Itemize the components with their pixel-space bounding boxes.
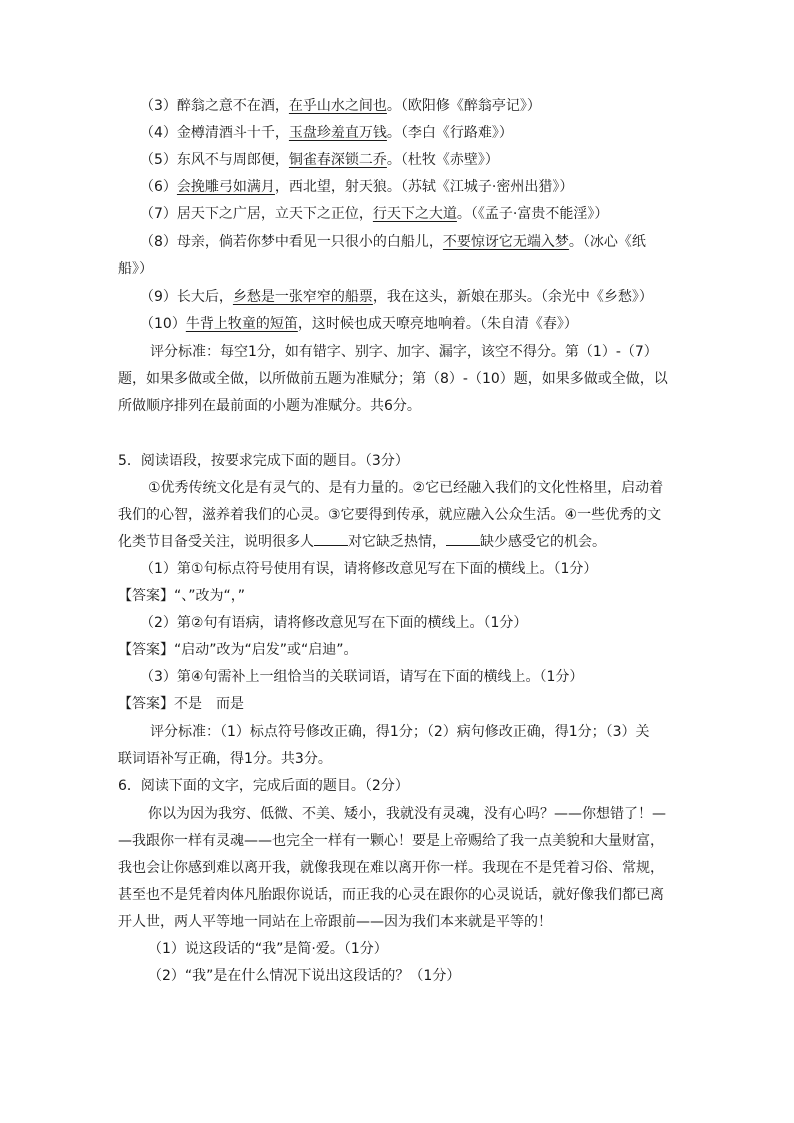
q4-item-text: （10） <box>140 316 186 332</box>
fill-blank <box>314 532 348 546</box>
q4-item-text: （7）居天下之广居，立天下之正位， <box>140 206 373 222</box>
q6-passage-line-1: 你以为因为我穷、低微、不美、矮小，我就没有灵魂，没有心吗？——你想错了！— <box>148 806 666 822</box>
q4-item-answer: 乡愁是一张窄窄的船票 <box>232 289 373 305</box>
q6-sub-question-1: （1）说这段话的“我”是简·爱。（1分） <box>148 941 388 957</box>
q4-item-5 <box>140 150 700 170</box>
q6-passage-line-2: —我跟你一样有灵魂——也完全一样有一颗心！要是上帝赐给了我一点美貌和大量财富， <box>118 833 664 849</box>
q4-item-source: ，西北望，射天狼。（苏轼《江城子·密州出猎》） <box>274 179 574 195</box>
q6-sub-question-2: （2）“我”是在什么情况下说出这段话的？（1分） <box>148 968 461 984</box>
q4-item-source: 。（冰心《纸 <box>568 234 646 250</box>
q4-item-text: （3）醉翁之意不在酒， <box>140 98 289 114</box>
q4-item-source: ，这时候也成天嘹亮地响着。（朱自清《春》） <box>297 316 578 332</box>
q5-scoring-line-2: 联词语补写正确，得1分。共3分。 <box>118 751 332 767</box>
q4-scoring-line-1: 评分标准：每空1分，如有错字、别字、加字、漏字，该空不得分。第（1）-（7） <box>150 344 658 360</box>
q4-item-text: （4）金樽清酒斗十千， <box>140 125 289 141</box>
q4-item-4 <box>140 123 700 143</box>
q4-item-6 <box>140 177 700 197</box>
q4-item-answer: 牛背上牧童的短笛 <box>185 316 298 332</box>
q4-item-text: （6） <box>140 179 177 195</box>
q4-item-text: （5）东风不与周郎便， <box>140 152 289 168</box>
q6-passage-line-3: 我也会让你感到难以离开我，就像我现在难以离开你一样。我现在不是凭着习俗、常规， <box>118 860 664 876</box>
q4-item-source: ，我在这头，新娘在那头。（余光中《乡愁》） <box>372 289 653 305</box>
q4-item-3 <box>140 96 700 116</box>
q4-item-answer: 玉盘珍羞直万钱 <box>288 125 387 141</box>
q4-item-9 <box>140 287 700 307</box>
q4-item-answer: 行天下之大道 <box>372 206 457 222</box>
q5-answer-3: 【答案】不是 而是 <box>118 696 244 712</box>
q4-item-answer: 会挽雕弓如满月 <box>176 179 275 195</box>
q4-item-text: （8）母亲，倘若你梦中看见一只很小的白船儿， <box>140 234 443 250</box>
q5-sub-question-3: （3）第④句需补上一组恰当的关联词语，请写在下面的横线上。（1分） <box>140 669 584 685</box>
q4-scoring-line-2: 题，如果多做或全做，以所做前五题为准赋分；第（8）-（10）题，如果多做或全做，以 <box>118 371 668 387</box>
q4-item-text: （9）长大后， <box>140 289 233 305</box>
q4-item-text: 船》） <box>118 261 153 277</box>
q4-item-answer: 不要惊讶它无端入梦 <box>442 234 569 250</box>
q6-passage-line-4: 甚至也不是凭着肉体凡胎跟你说话，而正我的心灵在跟你的心灵说话，就好像我们都已离 <box>118 887 664 903</box>
q4-item-answer: 铜雀春深锁二乔 <box>288 152 387 168</box>
q6-passage-line-5: 开人世，两人平等地一同站在上帝跟前——因为我们本来就是平等的！ <box>118 914 552 930</box>
q5-scoring-line-1: 评分标准：（1）标点符号修改正确，得1分；（2）病句修改正确，得1分；（3）关 <box>150 724 650 740</box>
q4-item-source: 。（欧阳修《醉翁亭记》） <box>386 98 541 114</box>
q5-answer-2: 【答案】“启动”改为“启发”或“启迪”。 <box>118 642 358 658</box>
q5-answer-1: 【答案】“、”改为“，” <box>118 588 246 604</box>
q5-passage-line-1: ①优秀传统文化是有灵气的、是有力量的。②它已经融入我们的文化性格里，启动着 <box>148 480 664 496</box>
q5-passage-line-2: 我们的心智，滋养着我们的心灵。③它要得到传承，就应融入公众生活。④一些优秀的文 <box>118 507 662 523</box>
q5-sub-question-1: （1）第①句标点符号使用有误，请将修改意见写在下面的横线上。（1分） <box>140 561 598 577</box>
q4-item-source: 。（《孟子·富贵不能淫》） <box>456 206 609 222</box>
q5-title: 5．阅读语段，按要求完成下面的题目。（3分） <box>118 453 409 469</box>
q4-item-8-continued <box>118 259 678 279</box>
q4-item-8 <box>140 232 700 252</box>
q4-scoring-line-3: 所做顺序排列在最前面的小题为准赋分。共6分。 <box>118 398 421 414</box>
q4-item-answer: 在乎山水之间也 <box>288 98 387 114</box>
q4-item-source: 。（杜牧《赤壁》） <box>386 152 499 168</box>
q5-passage-line-3: 化类节目备受关注，说明很多人 对它缺乏热情， 缺少感受它的机会。 <box>118 534 606 550</box>
fill-blank <box>446 532 480 546</box>
q4-item-source: 。（李白《行路难》） <box>386 125 513 141</box>
q5-sub-question-2: （2）第②句有语病，请将修改意见写在下面的横线上。（1分） <box>140 615 528 631</box>
q6-title: 6．阅读下面的文字，完成后面的题目。（2分） <box>118 778 409 794</box>
q4-item-7 <box>140 204 700 224</box>
q4-item-10 <box>140 314 700 334</box>
